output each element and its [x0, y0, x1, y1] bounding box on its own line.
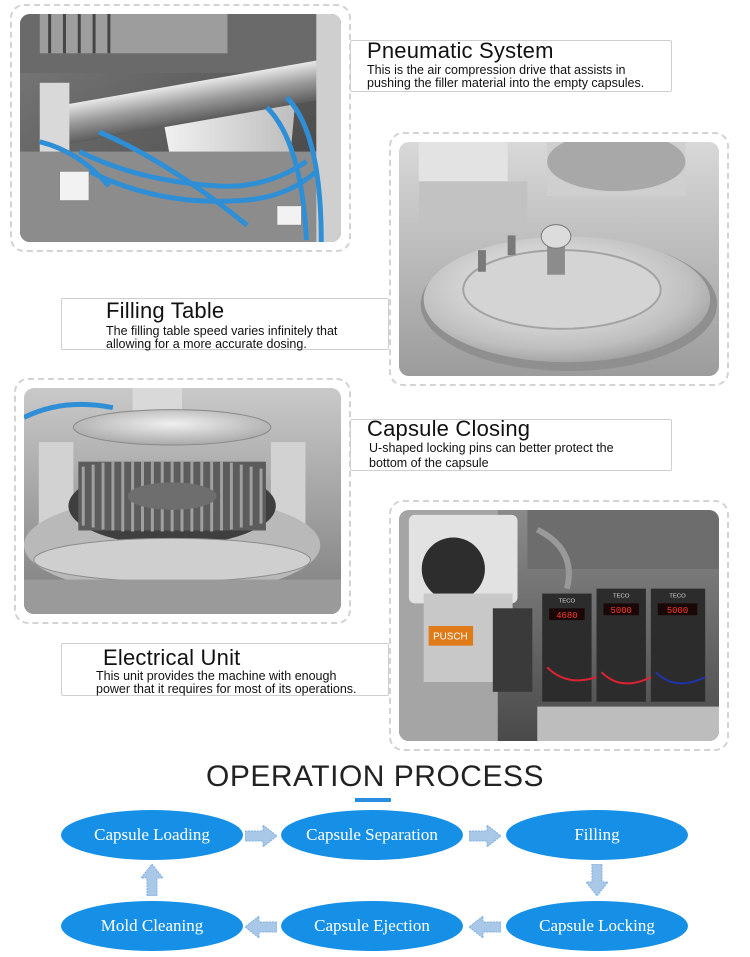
electrical-unit-desc-line2: power that it requires for most of its operations.	[96, 682, 357, 696]
step-capsule-separation: Capsule Separation	[281, 810, 463, 860]
pneumatic-photo-frame	[10, 4, 351, 252]
filling-table-photo	[399, 142, 719, 376]
capsule-closing-desc-line1: U-shaped locking pins can better protect the	[369, 441, 614, 455]
filling-table-desc-line2: allowing for a more accurate dosing.	[106, 337, 307, 351]
pneumatic-title: Pneumatic System	[367, 38, 554, 63]
electrical-unit-photo-frame	[389, 500, 729, 751]
drive-display-2: 5000	[610, 606, 632, 617]
pneumatic-desc-line2: pushing the filler material into the empty capsules.	[367, 76, 645, 90]
step-filling: Filling	[506, 810, 688, 860]
step-capsule-locking: Capsule Locking	[506, 901, 688, 951]
motor-label-text: PUSCH	[433, 631, 468, 643]
drive-brand-2: TECO	[612, 593, 630, 600]
capsule-closing-title: Capsule Closing	[367, 416, 531, 441]
operation-process-title: OPERATION PROCESS	[205, 760, 544, 793]
drive-display-1: 4680	[556, 611, 578, 622]
filling-table-photo-frame	[389, 132, 729, 386]
pneumatic-system-photo	[20, 14, 341, 242]
pneumatic-desc-line1: This is the air compression drive that assists in	[367, 63, 626, 77]
arrow-right-icon	[245, 825, 277, 847]
filling-table-title: Filling Table	[106, 298, 225, 323]
capsule-closing-photo	[24, 388, 341, 614]
electrical-unit-desc-line1: This unit provides the machine with enough	[96, 669, 337, 683]
arrow-down-icon	[586, 864, 608, 896]
electrical-unit-photo	[399, 510, 719, 741]
electrical-unit-title: Electrical Unit	[103, 645, 241, 670]
capsule-closing-photo-frame	[14, 378, 351, 624]
step-mold-cleaning: Mold Cleaning	[61, 901, 243, 951]
operation-title-underline	[355, 798, 391, 802]
drive-display-3: 5000	[666, 606, 689, 617]
capsule-closing-desc-line2: bottom of the capsule	[369, 456, 489, 470]
arrow-left-icon	[245, 916, 277, 938]
drive-brand-3: TECO	[669, 593, 686, 600]
filling-table-desc-line1: The filling table speed varies infinitely that	[106, 324, 338, 338]
drive-brand-1: TECO	[558, 598, 576, 605]
arrow-left-icon	[469, 916, 501, 938]
arrow-up-icon	[141, 864, 163, 896]
arrow-right-icon	[469, 825, 501, 847]
step-capsule-ejection: Capsule Ejection	[281, 901, 463, 951]
step-capsule-loading: Capsule Loading	[61, 810, 243, 860]
